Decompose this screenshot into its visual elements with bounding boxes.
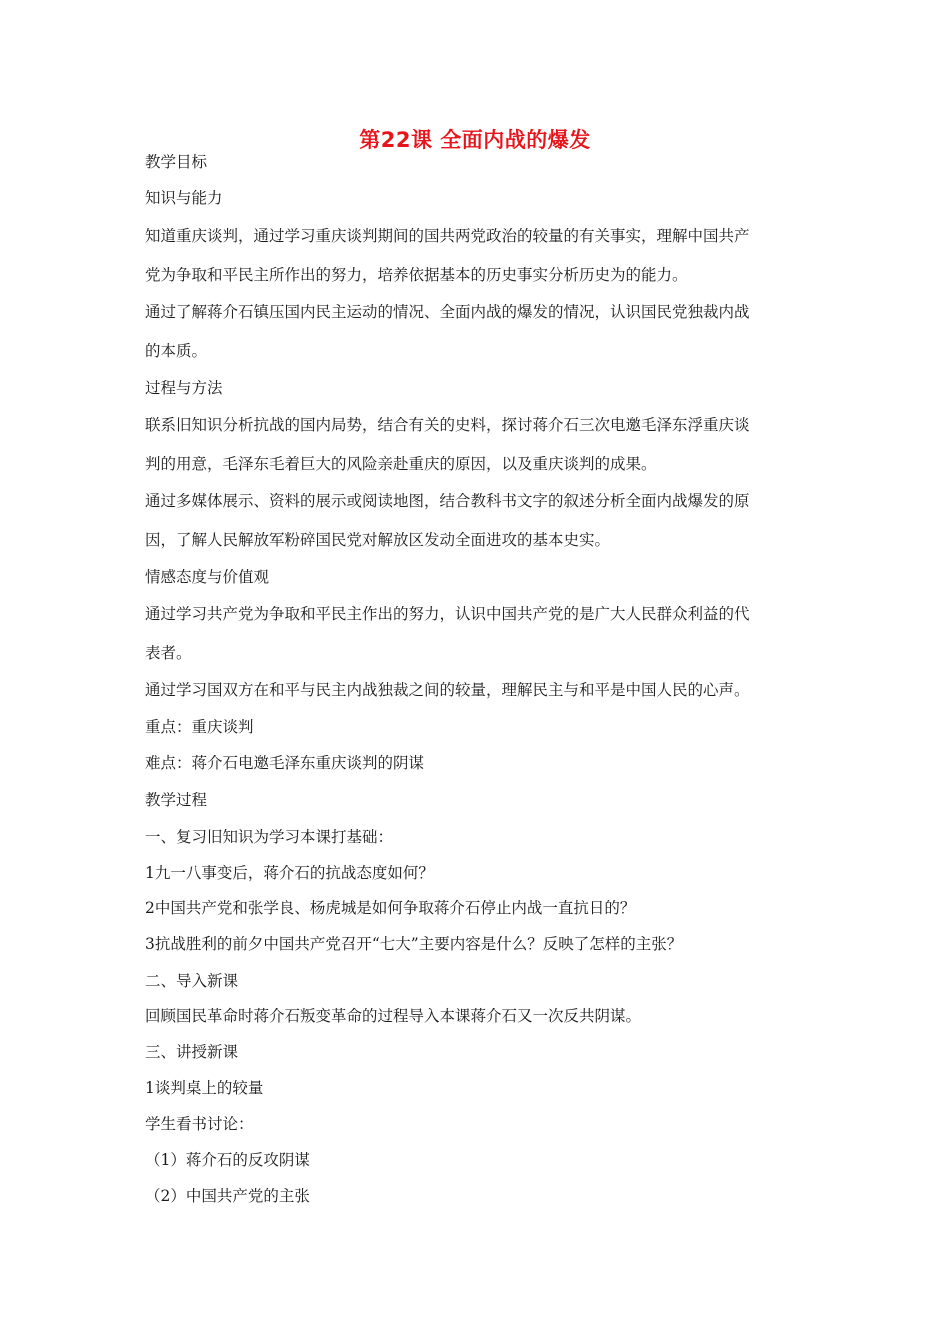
text-line: 的本质。 [145,342,208,360]
text-line: 回顾国民革命时蒋介石叛变革命的过程导入本课蒋介石又一次反共阴谋。 [145,1007,642,1025]
text-line: 因，了解人民解放军粉碎国民党对解放区发动全面进攻的基本史实。 [145,531,611,549]
text-line: 判的用意，毛泽东毛着巨大的风险亲赴重庆的原因，以及重庆谈判的成果。 [145,455,657,473]
text-line: （2）中国共产党的主张 [145,1187,310,1205]
text-line: 知识与能力 [145,189,223,207]
text-line: 3抗战胜利的前夕中国共产党召开“七大”主要内容是什么？反映了怎样的主张？ [145,935,683,953]
text-line: 过程与方法 [145,379,223,397]
text-line: 情感态度与价值观 [145,568,270,586]
text-line: 通过学习共产党为争取和平民主作出的努力，认识中国共产党的是广大人民群众利益的代 [145,605,750,623]
text-line: 表者。 [145,644,192,662]
text-line: 知道重庆谈判，通过学习重庆谈判期间的国共两党政治的较量的有关事实，理解中国共产 [145,227,750,245]
text-line: 教学目标 [145,153,208,171]
text-line: 党为争取和平民主所作出的努力，培养依据基本的历史事实分析历史为的能力。 [145,266,688,284]
text-line: 通过了解蒋介石镇压国内民主运动的情况、全面内战的爆发的情况，认识国民党独裁内战 [145,303,750,321]
text-line: 通过学习国双方在和平与民主内战独裁之间的较量，理解民主与和平是中国人民的心声。 [145,681,750,699]
lesson-title: 第22课 全面内战的爆发 [359,128,591,152]
text-line: 2中国共产党和张学良、杨虎城是如何争取蒋介石停止内战一直抗日的？ [145,899,636,917]
text-line: 联系旧知识分析抗战的国内局势，结合有关的史料，探讨蒋介石三次电邀毛泽东浮重庆谈 [145,416,750,434]
text-line: 通过多媒体展示、资料的展示或阅读地图，结合教科书文字的叙述分析全面内战爆发的原 [145,492,750,510]
text-line: 一、复习旧知识为学习本课打基础： [145,828,394,846]
text-line: 学生看书讨论： [145,1115,254,1133]
text-line: 三、讲授新课 [145,1043,239,1061]
text-line: 重点：重庆谈判 [145,718,254,736]
text-line: 1九一八事变后，蒋介石的抗战态度如何？ [145,864,434,882]
text-line: 1谈判桌上的较量 [145,1079,264,1097]
text-line: 难点：蒋介石电邀毛泽东重庆谈判的阴谋 [145,754,425,772]
text-line: （1）蒋介石的反攻阴谋 [145,1151,310,1169]
text-line: 二、导入新课 [145,972,239,990]
text-line: 教学过程 [145,791,208,809]
